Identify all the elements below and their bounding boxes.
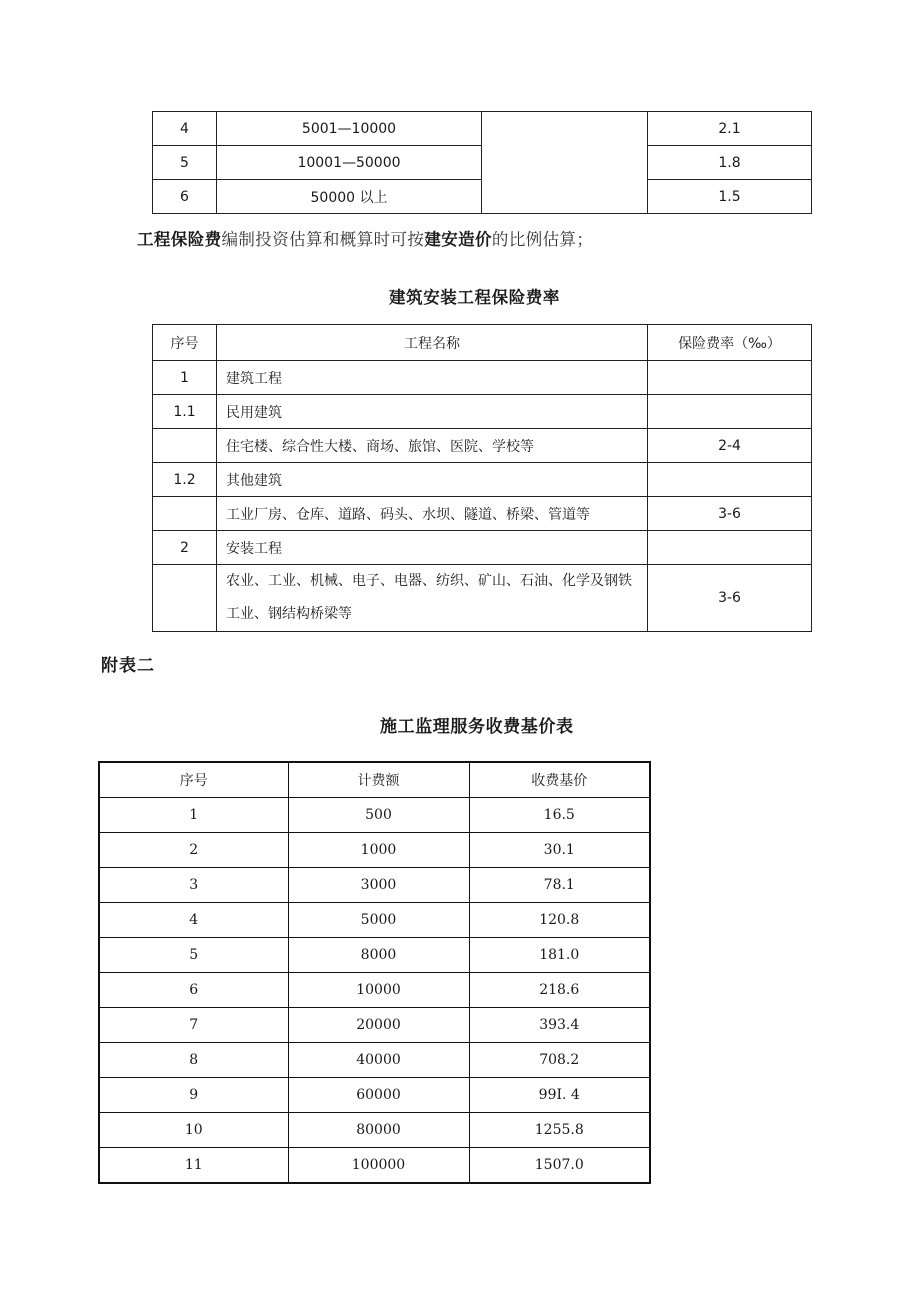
table-row (99, 903, 650, 938)
fee-amount: 5000 (288, 903, 469, 938)
paragraph-text-end: 的比例估算； (491, 230, 594, 249)
fee-amount: 60000 (288, 1078, 469, 1113)
insurance-note-paragraph (137, 226, 593, 250)
row-number: 6 (99, 973, 288, 1008)
table-row (99, 1043, 650, 1078)
amount-range: 10001—50000 (217, 146, 482, 180)
table-row (153, 429, 812, 463)
header-amount: 计费额 (288, 762, 469, 798)
fee-amount: 80000 (288, 1113, 469, 1148)
table-row (99, 1113, 650, 1148)
base-price: 16.5 (469, 798, 650, 833)
header-name: 工程名称 (217, 325, 648, 361)
base-price: 218.6 (469, 973, 650, 1008)
row-number (153, 429, 217, 463)
rate-value: 2.1 (648, 112, 812, 146)
table-row (153, 463, 812, 497)
project-name: 民用建筑 (217, 395, 648, 429)
header-no: 序号 (99, 762, 288, 798)
fee-table-title: 施工监理服务收费基价表 (380, 717, 574, 737)
row-number: 10 (99, 1113, 288, 1148)
row-number (153, 497, 217, 531)
row-number (153, 565, 217, 632)
row-number: 11 (99, 1148, 288, 1184)
table-row (99, 1078, 650, 1113)
fee-amount: 100000 (288, 1148, 469, 1184)
fee-amount: 20000 (288, 1008, 469, 1043)
row-number: 4 (99, 903, 288, 938)
amount-range: 5001—10000 (217, 112, 482, 146)
term-construction-cost: 建安造价 (424, 230, 492, 249)
rate-value (648, 361, 812, 395)
base-price: 120.8 (469, 903, 650, 938)
project-name: 建筑工程 (217, 361, 648, 395)
rate-table-continuation (152, 111, 812, 214)
table-row (99, 1148, 650, 1184)
rate-value: 2-4 (648, 429, 812, 463)
project-name: 农业、工业、机械、电子、电器、纺织、矿山、石油、化学及钢铁工业、钢结构桥梁等 (217, 565, 648, 632)
project-name: 工业厂房、仓库、道路、码头、水坝、隧道、桥梁、管道等 (217, 497, 648, 531)
term-insurance-fee: 工程保险费 (137, 230, 222, 249)
base-price: 393.4 (469, 1008, 650, 1043)
table-row (99, 868, 650, 903)
header-price: 收费基价 (469, 762, 650, 798)
merged-empty-cell (482, 112, 648, 214)
project-name: 安装工程 (217, 531, 648, 565)
row-number: 1.1 (153, 395, 217, 429)
row-number: 1 (99, 798, 288, 833)
insurance-rate-table (152, 324, 812, 632)
table-row (99, 798, 650, 833)
supervision-fee-table (98, 761, 651, 1184)
table-row (153, 361, 812, 395)
fee-amount: 8000 (288, 938, 469, 973)
insurance-table-title: 建筑安装工程保险费率 (389, 288, 560, 307)
base-price: 708.2 (469, 1043, 650, 1078)
row-number: 5 (99, 938, 288, 973)
paragraph-text: 编制投资估算和概算时可按 (221, 230, 425, 249)
table-row (99, 938, 650, 973)
fee-amount: 10000 (288, 973, 469, 1008)
fee-amount: 500 (288, 798, 469, 833)
base-price: 78.1 (469, 868, 650, 903)
table-header-row (153, 325, 812, 361)
row-number: 8 (99, 1043, 288, 1078)
row-number: 5 (153, 146, 217, 180)
row-number: 2 (153, 531, 217, 565)
table-row (153, 395, 812, 429)
rate-value: 1.5 (648, 180, 812, 214)
rate-value: 1.8 (648, 146, 812, 180)
rate-value (648, 463, 812, 497)
fee-amount: 1000 (288, 833, 469, 868)
table-row (99, 1008, 650, 1043)
header-no: 序号 (153, 325, 217, 361)
rate-value: 3-6 (648, 497, 812, 531)
table-row (153, 565, 812, 632)
row-number: 7 (99, 1008, 288, 1043)
table-row (153, 112, 812, 146)
amount-range: 50000 以上 (217, 180, 482, 214)
project-name: 其他建筑 (217, 463, 648, 497)
fee-amount: 40000 (288, 1043, 469, 1078)
base-price: 1507.0 (469, 1148, 650, 1184)
project-name: 住宅楼、综合性大楼、商场、旅馆、医院、学校等 (217, 429, 648, 463)
row-number: 6 (153, 180, 217, 214)
row-number: 1.2 (153, 463, 217, 497)
rate-value: 3-6 (648, 565, 812, 632)
table-header-row (99, 762, 650, 798)
row-number: 3 (99, 868, 288, 903)
base-price: 1255.8 (469, 1113, 650, 1148)
table-row (99, 833, 650, 868)
rate-value (648, 395, 812, 429)
header-rate: 保险费率（‰） (648, 325, 812, 361)
base-price: 30.1 (469, 833, 650, 868)
row-number: 1 (153, 361, 217, 395)
table-row (153, 531, 812, 565)
row-number: 4 (153, 112, 217, 146)
fee-amount: 3000 (288, 868, 469, 903)
rate-value (648, 531, 812, 565)
appendix-label: 附表二 (101, 656, 155, 676)
table-row (153, 497, 812, 531)
base-price: 181.0 (469, 938, 650, 973)
row-number: 2 (99, 833, 288, 868)
table-row (99, 973, 650, 1008)
base-price: 99I. 4 (469, 1078, 650, 1113)
row-number: 9 (99, 1078, 288, 1113)
